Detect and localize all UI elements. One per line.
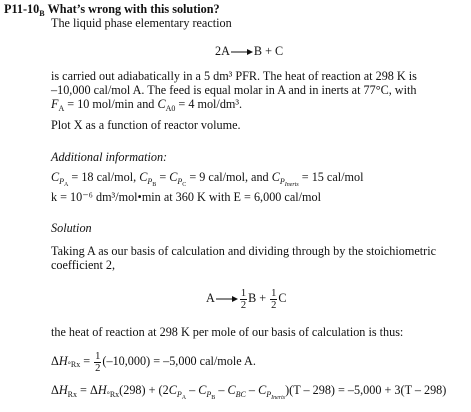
reaction-arrow-icon xyxy=(231,48,253,56)
cp-b-value: = xyxy=(156,170,170,184)
ca-sub: A0 xyxy=(165,104,176,113)
rate-constant-line: k = 10⁻⁶ dm³/mol•min at 360 K with E = 6,000 cal/mol xyxy=(51,190,321,204)
solution-p3: the heat of reaction at 298 K per mole of our basis of calculation is thus: xyxy=(51,325,404,339)
problem-title: What’s wrong with this solution? xyxy=(47,2,220,16)
cp-line: $C_{P_A} = 18$ cal/mol, $C_{P_B} = C_{P_C} = 9$ cal/mol, and $C_{P_{Inerts}} = 15$ cal/mol xyxy=(51,170,364,188)
solution-heading: Solution xyxy=(51,221,92,235)
ca-symbol: C xyxy=(157,97,166,111)
eq2-mid: (298) + (2 xyxy=(119,383,169,397)
solution-p1: Taking A as our basis of calculation and dividing through by the stoichiometric xyxy=(51,244,437,258)
cp-inert-value: = 15 cal/mol xyxy=(298,170,364,184)
problem-desc-2: –10,000 cal/mol A. The feed is equal molar in A and in inerts at 77°C, with xyxy=(51,83,417,97)
eq2-tail: (T – 298) = –5,000 + 3(T – 298) xyxy=(289,383,447,397)
fa-symbol: F xyxy=(51,97,59,111)
reaction-lhs: 2A xyxy=(215,44,230,58)
eq1-rhs: (–10,000) = –5,000 cal/mole A. xyxy=(102,354,256,368)
reaction2-lhs: A xyxy=(206,291,215,305)
problem-number: P11-10 xyxy=(4,2,40,16)
reaction-equation-2: A $\frac{1}{2}$ B + $\frac{1}{2}$ C xyxy=(206,287,287,311)
reaction2-c: C xyxy=(278,291,287,305)
coef-b-fraction: $\frac{1}{2}$ xyxy=(240,287,247,311)
additional-heading: Additional information: xyxy=(51,150,168,164)
reaction-equation xyxy=(215,44,283,58)
reaction2-arrow-icon xyxy=(216,295,238,303)
problem-header xyxy=(4,2,220,16)
problem-desc-3 xyxy=(51,97,242,111)
fa-sub: A xyxy=(58,104,65,113)
solution-p2: coefficient 2, xyxy=(51,258,116,272)
equation-2: $\Delta H_{Rx} = \Delta H_{^\circ Rx}(298) + (2C_{P_A} - C_{P_B} - C_{BC} - C_{P_{Inerts}})(T - 298) = -5,000 + 3(T - 298)$ xyxy=(51,383,447,401)
coef-c-fraction: $\frac{1}{2}$ xyxy=(271,287,277,311)
reaction-rhs: B + C xyxy=(253,44,284,58)
plot-instruction: Plot X as a function of reactor volume. xyxy=(51,118,241,132)
cp-c-value: = 9 cal/mol, and xyxy=(186,170,272,184)
ca-value: = 4 mol/dm³. xyxy=(175,97,243,111)
equation-1: $\Delta H_{^\circ Rx}$ = $\frac{1}{2}$ (–10,000) = –5,000 cal/mole A. xyxy=(51,350,256,374)
eq1-fraction: $\frac{1}{2}$ xyxy=(95,350,101,374)
problem-desc-1: is carried out adiabatically in a 5 dm³ PFR. The heat of reaction at 298 K is xyxy=(51,69,417,83)
problem-intro: The liquid phase elementary reaction xyxy=(51,16,232,30)
problem-number-sub: B xyxy=(39,9,45,18)
fa-value: = 10 mol/min and xyxy=(64,97,158,111)
reaction2-b: B xyxy=(248,291,257,305)
cp-a-value: = 18 cal/mol, xyxy=(68,170,140,184)
